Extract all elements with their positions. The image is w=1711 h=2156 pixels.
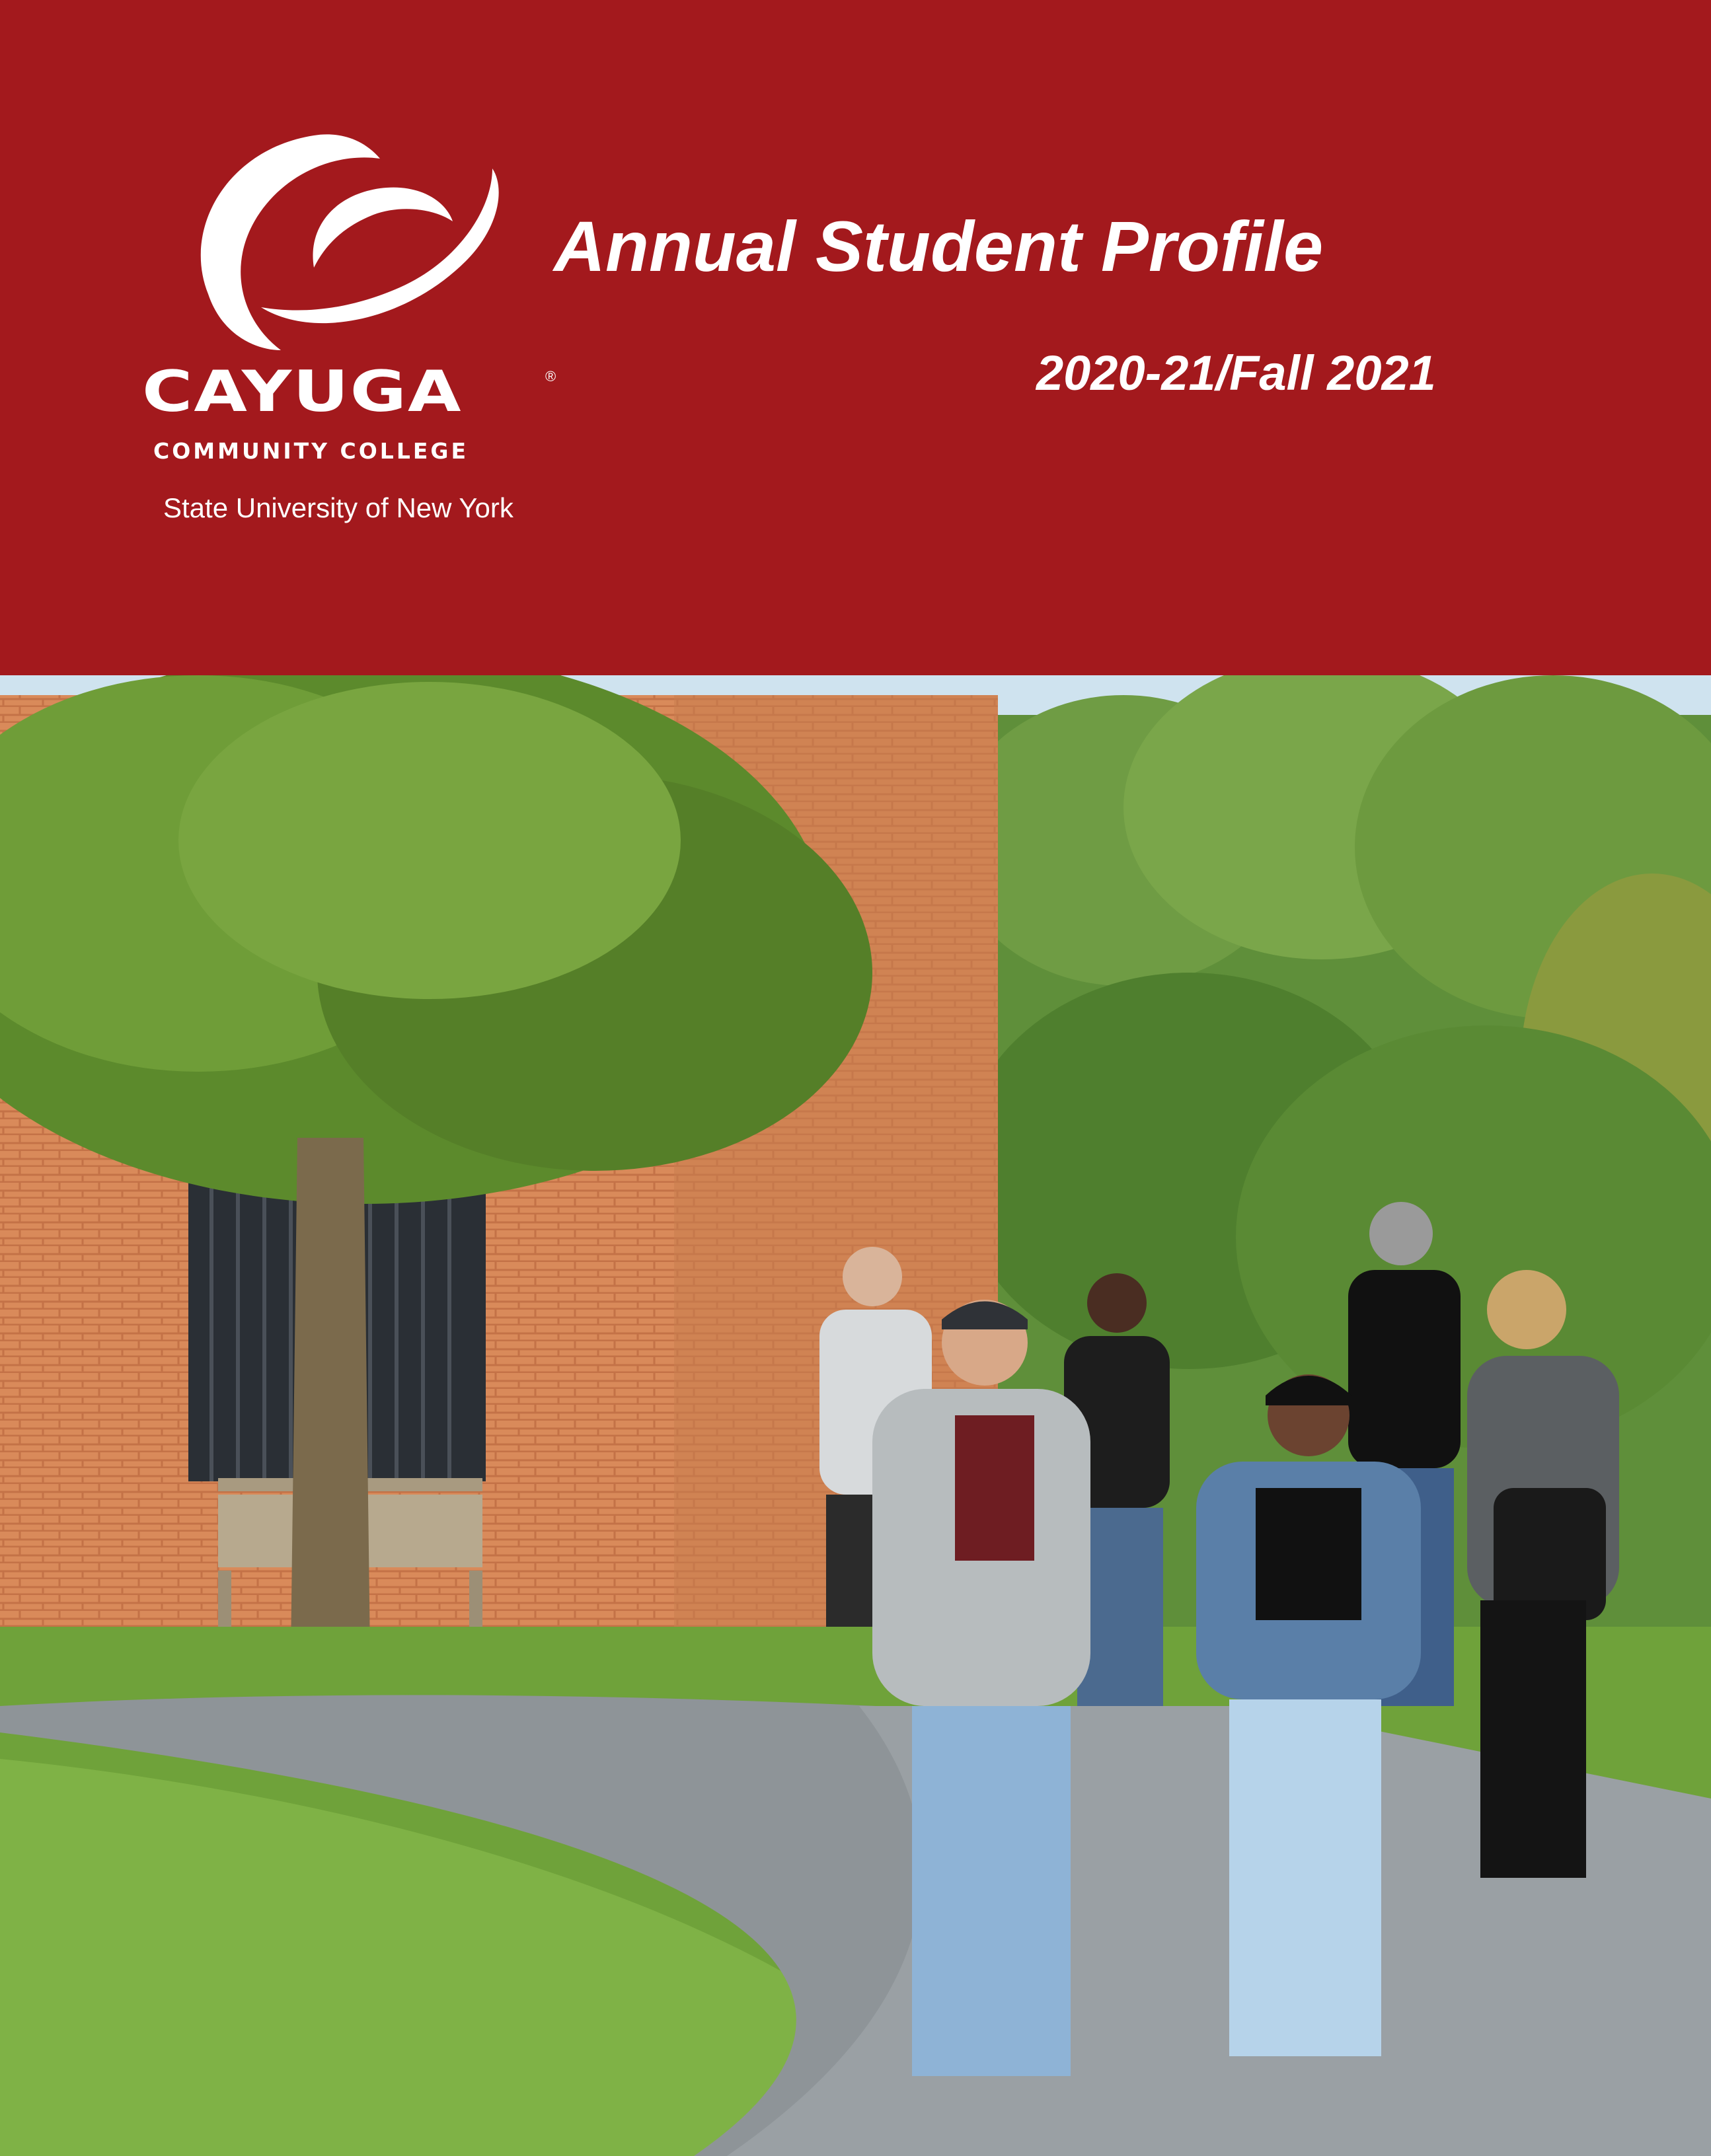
campus-photo <box>0 675 1711 2156</box>
cover-banner <box>0 0 1711 675</box>
suny-label: State University of New York <box>163 492 513 523</box>
page-subtitle: 2020-21/Fall 2021 <box>1036 346 1436 400</box>
college-logo <box>142 122 565 532</box>
registered-mark: ® <box>545 368 556 385</box>
swoosh-icon <box>182 122 512 360</box>
logo-subname: COMMUNITY COLLEGE <box>153 438 469 464</box>
page-title: Annual Student Profile <box>554 206 1324 286</box>
logo-wordmark: CAYUGA <box>142 358 463 425</box>
